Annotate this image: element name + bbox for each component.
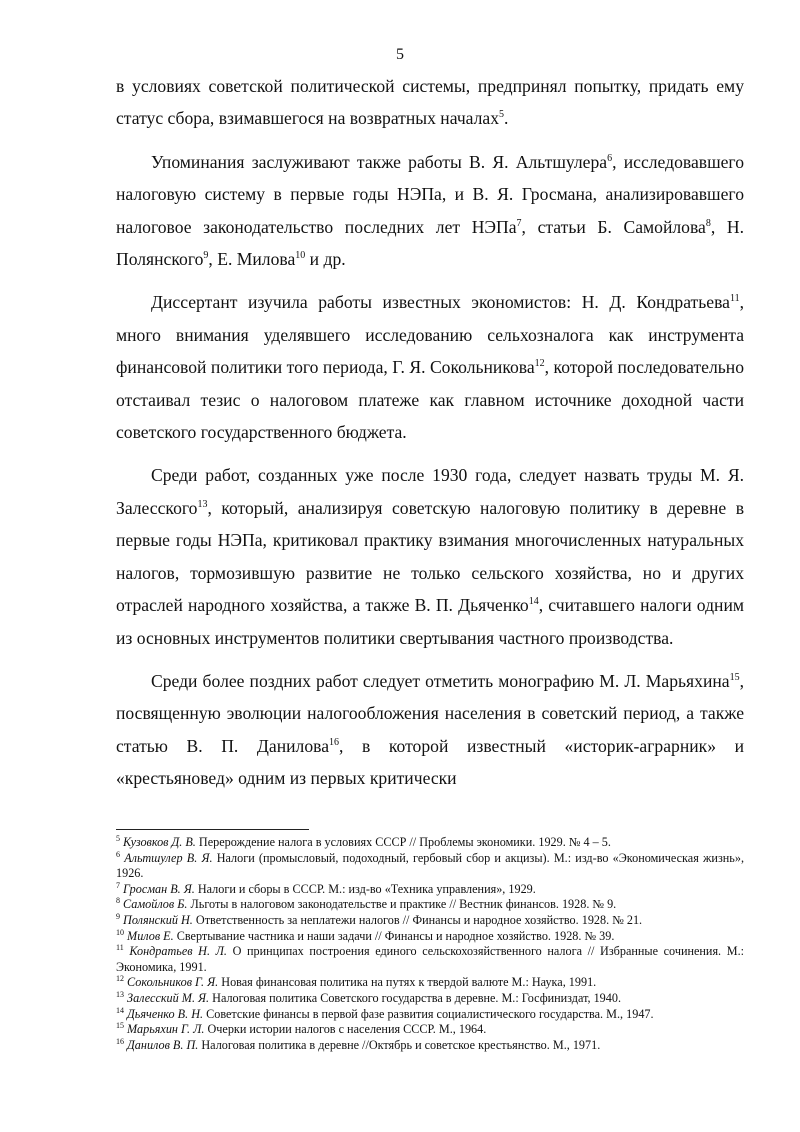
footnote [116, 991, 744, 1007]
footnote-number: 13 [116, 989, 124, 999]
footnote [116, 1007, 744, 1023]
footnote-number: 5 [116, 833, 120, 843]
footnote-text: Очерки истории налогов с населения СССР. М., 1964. [204, 1022, 487, 1037]
page-number: 5 [396, 46, 404, 63]
footnote [116, 897, 744, 913]
paragraph [116, 459, 744, 653]
footnote-reference: 12 [534, 358, 545, 370]
footnote [116, 913, 744, 929]
footnote-author: Марьяхин Г. Л. [127, 1022, 205, 1037]
footnote-number: 10 [116, 927, 124, 937]
paragraph-text: . [504, 108, 509, 129]
paragraph-text: , считавшего налоги одним из основных инструментов политики свертывания частного производства. [116, 595, 745, 648]
footnote-text: Налоги и сборы в СССР. М.: изд-во «Техника управления», 1929. [194, 881, 536, 896]
paragraph-text: Диссертант изучила работы известных экономистов: Н. Д. Кондратьева [151, 292, 730, 313]
footnote-author: Гросман В. Я. [123, 881, 195, 896]
footnote-author: Сокольников Г. Я. [127, 975, 219, 990]
footnote [116, 835, 744, 851]
footnote-text: Советские финансы в первой фазе развития социалистического государства. М., 1947. [203, 1006, 654, 1021]
paragraph [116, 286, 744, 448]
footnote-number: 14 [116, 1005, 124, 1015]
footnote-author: Данилов В. П. [127, 1037, 199, 1052]
paragraph-text: и др. [305, 249, 346, 270]
paragraph-text: , посвященную эволюции налогообложения населения в советский период, а также статью В. П. Данилова [116, 670, 744, 756]
footnote-author: Самойлов Б. [123, 897, 188, 912]
paragraph-text: , который, анализируя советскую налоговую политику в деревне в первые годы НЭПа, критиковал практику взимания многочисленных натуральных налогов, тормозившую развитие не только сельского хозяйства, но и других отраслей народного хозяйства, а также В. П. Дьяченко [116, 497, 744, 616]
footnote-number: 11 [116, 943, 124, 953]
footnote-number: 9 [116, 911, 120, 921]
footnote-reference: 11 [729, 293, 740, 305]
paragraph-text: в условиях советской политической системы, предпринял попытку, придать ему статус сбора, взимавшегося на возвратных началах [116, 76, 744, 129]
footnote [116, 1022, 744, 1038]
footnote-author: Милов Е. [127, 928, 174, 943]
footnotes [116, 835, 744, 1053]
footnote-number: 8 [116, 896, 120, 906]
footnote-author: Альтшулер В. Я. [124, 850, 213, 865]
paragraph-text: , в которой известный «историк-аграрник» и «крестьяновед» одним из первых критически [116, 735, 744, 789]
paragraph-text: , которой последовательно отстаивал тезис о налоговом платеже как главном источнике доходной части советского государственного бюджета. [116, 357, 744, 443]
footnote-reference: 7 [516, 217, 522, 229]
paragraph-text: , исследовавшего налоговую систему в первые годы НЭПа, и В. Я. Гросмана, анализировавшего налоговое законодательство последних лет НЭПа [116, 151, 744, 237]
footnote [116, 882, 744, 898]
footnote-text: Налоговая политика в деревне //Октябрь и советское крестьянство. М., 1971. [198, 1037, 601, 1052]
footnote-text: О принципах построения единого сельскохозяйственного налога // Избранные сочинения. М.: Экономика, 1991. [116, 944, 745, 974]
footnote-author: Залесский М. Я. [127, 990, 210, 1005]
footnote-author: Дьяченко В. Н. [127, 1006, 204, 1021]
paragraph-text: , статьи Б. Самойлова [521, 216, 706, 237]
footnote [116, 944, 744, 975]
footnote-text: Льготы в налоговом законодательстве и практике // Вестник финансов. 1928. № 9. [187, 897, 617, 912]
footnote-number: 12 [116, 974, 124, 984]
footnote [116, 851, 744, 882]
footnote [116, 1038, 744, 1054]
footnote-number: 15 [116, 1021, 124, 1031]
paragraph-text: Среди более поздних работ следует отметить монографию М. Л. Марьяхина [151, 670, 730, 691]
body-text [116, 70, 744, 795]
footnote-divider [116, 829, 309, 830]
paragraph-text: , много внимания уделявшего исследованию сельхозналога как инструмента финансовой политики того периода, Г. Я. Сокольникова [116, 292, 744, 378]
paragraph [116, 70, 744, 135]
paragraph [116, 665, 744, 795]
footnote [116, 975, 744, 991]
footnote [116, 929, 744, 945]
footnote-reference: 14 [528, 596, 539, 608]
footnote-number: 16 [116, 1036, 124, 1046]
footnote-reference: 5 [499, 109, 505, 121]
footnote-author: Кондратьев Н. Л. [129, 944, 227, 959]
footnote-reference: 8 [705, 217, 711, 229]
footnote-text: Свертывание частника и наши задачи // Финансы и народное хозяйство. 1928. № 39. [173, 928, 615, 943]
footnote-reference: 16 [329, 736, 340, 748]
footnote-reference: 13 [197, 499, 208, 511]
footnote-text: Ответственность за неплатежи налогов // Финансы и народное хозяйство. 1928. № 21. [192, 912, 643, 927]
footnote-author: Полянский Н. [123, 912, 193, 927]
footnote-reference: 6 [607, 152, 613, 164]
paragraph-text: , Н. Полянского [116, 216, 745, 270]
footnote-number: 6 [116, 849, 120, 859]
footnote-text: Налоговая политика Советского государства в деревне. М.: Госфиниздат, 1940. [209, 990, 621, 1005]
paragraph-text: , Е. Милова [208, 249, 296, 270]
footnote-text: Перерождение налога в условиях СССР // Проблемы экономики. 1929. № 4 – 5. [195, 835, 611, 849]
footnote-number: 7 [116, 880, 120, 890]
footnote-reference: 9 [203, 250, 209, 262]
footnote-reference: 10 [295, 250, 306, 262]
paragraph-text: Упоминания заслуживают также работы В. Я. Альтшулера [151, 151, 608, 172]
footnote-author: Кузовков Д. В. [123, 835, 196, 849]
footnote-text: Налоги (промысловый, подоходный, гербовый сбор и акцизы). М.: изд-во «Экономическая жизнь», 1926. [116, 850, 744, 881]
paragraph-text: Среди работ, созданных уже после 1930 года, следует назвать труды М. Я. Залесского [116, 465, 744, 518]
paragraph [116, 146, 744, 276]
footnote-text: Новая финансовая политика на путях к твердой валюте М.: Наука, 1991. [218, 975, 597, 990]
footnote-reference: 15 [729, 672, 740, 684]
